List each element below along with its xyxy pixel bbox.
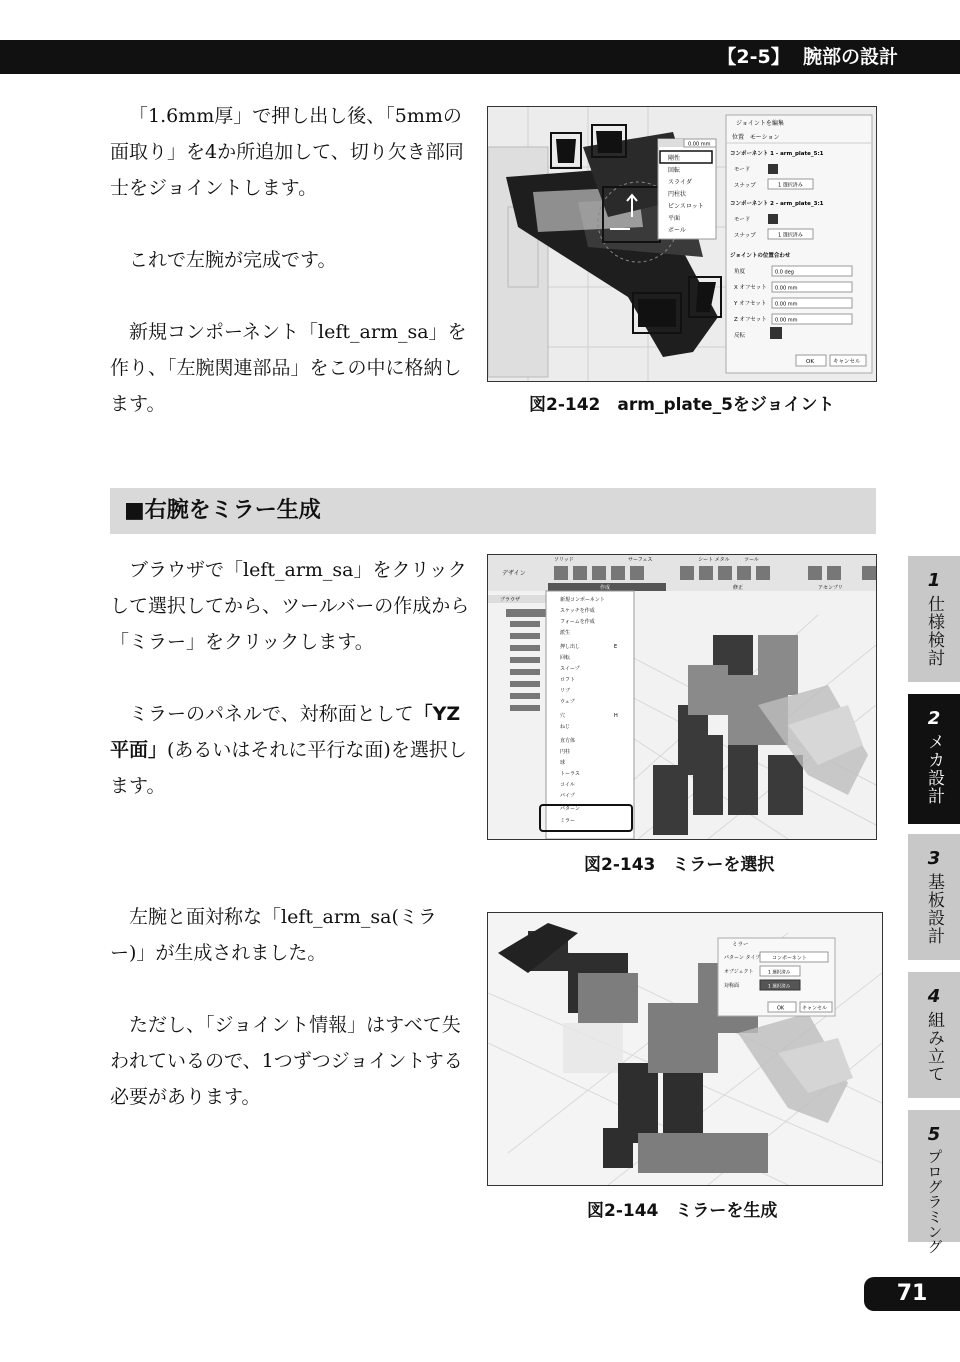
- chapter-tab-1[interactable]: [908, 556, 960, 682]
- selection-chip[interactable]: 1 選択済み: [778, 232, 803, 239]
- cancel-button[interactable]: キャンセル: [802, 1005, 828, 1012]
- chapter-number: 2: [927, 708, 941, 729]
- tab-motion[interactable]: モーション: [750, 134, 780, 141]
- menu-item[interactable]: トーラス: [560, 771, 580, 777]
- chapter-label: メカ設計: [924, 733, 944, 805]
- mirror-menu-item[interactable]: ミラー: [560, 818, 576, 824]
- z-offset-label: Z オフセット: [734, 317, 767, 323]
- mode-label: モード: [734, 217, 751, 223]
- section-heading-bar: [110, 488, 876, 534]
- create-group-button[interactable]: 作成: [600, 585, 611, 591]
- joint-type-label[interactable]: ボール: [668, 227, 686, 234]
- menu-item[interactable]: スケッチを作成: [560, 608, 595, 614]
- chapter-tab-5[interactable]: [908, 1110, 960, 1254]
- text-block-mid: [110, 552, 470, 804]
- chapter-tab-2[interactable]: [908, 694, 960, 824]
- component2-label: コンポーネント 2 - arm_plate_3:1: [730, 201, 824, 207]
- chapter-number: 3: [927, 848, 941, 869]
- component1-label: コンポーネント 1 - arm_plate_5:1: [730, 151, 824, 157]
- mode-label: モード: [734, 167, 751, 173]
- figure-142-caption: 図2-142 arm_plate_5をジョイント: [529, 395, 835, 415]
- menu-item[interactable]: 派生: [560, 630, 571, 636]
- ok-button[interactable]: OK: [806, 359, 814, 365]
- flip-label: 反転: [734, 333, 746, 339]
- angle-label: 角度: [734, 269, 746, 275]
- snap-label: スナップ: [734, 233, 756, 239]
- menu-item[interactable]: 円柱: [560, 749, 571, 755]
- angle-input[interactable]: 0.0 deg: [775, 269, 794, 276]
- ribbon-tab-solid[interactable]: ソリッド: [554, 557, 574, 563]
- menu-item[interactable]: コイル: [560, 782, 575, 788]
- tab-position[interactable]: 位置: [732, 134, 745, 141]
- header-text: 【2-5】 腕部の設計: [717, 46, 898, 68]
- joint-type-label[interactable]: ピンスロット: [668, 203, 704, 210]
- mirror-plane-label: 対称面: [724, 983, 740, 989]
- chapter-tab-4[interactable]: [908, 972, 960, 1098]
- paragraph: ミラーのパネルで、対称面として「YZ平面」(あるいはそれに平行な面)を選択します。: [110, 703, 467, 797]
- chapter-label: 仕様検討: [924, 595, 944, 667]
- menu-item[interactable]: ロフト: [560, 677, 576, 683]
- text-block-top: [110, 98, 470, 422]
- modify-group-button[interactable]: 修正: [733, 585, 744, 591]
- y-offset-label: Y オフセット: [734, 301, 767, 307]
- assemble-group-button[interactable]: アセンブリ: [818, 585, 843, 591]
- menu-item[interactable]: 押し出し: [560, 644, 581, 650]
- ribbon-tab-surface[interactable]: サーフェス: [628, 557, 653, 563]
- menu-item[interactable]: 直方体: [560, 738, 576, 744]
- menu-item[interactable]: ウェブ: [560, 699, 575, 705]
- chapter-tab-3[interactable]: [908, 834, 960, 960]
- paragraph: ブラウザで「left_arm_sa」をクリックして選択してから、ツールバーの作成から「ミラー」をクリックします。: [110, 559, 470, 653]
- objects-label: オブジェクト: [724, 969, 754, 975]
- joint-type-label[interactable]: 剛性: [668, 155, 681, 162]
- paragraph: ただし、「ジョイント情報」はすべて失われているので、1つずつジョイントする必要があります。: [110, 1014, 463, 1108]
- offset-input[interactable]: 0.00 mm: [688, 141, 711, 148]
- browser-label: ブラウザ: [500, 597, 521, 603]
- x-offset-label: X オフセット: [734, 285, 767, 291]
- pattern-type-label: パターン タイプ: [724, 955, 761, 961]
- snap-label: スナップ: [734, 183, 756, 189]
- paragraph: 「1.6mm厚」で押し出し後、「5mmの面取り」を4か所追加して、切り欠き部同士をジョイントします。: [110, 105, 464, 199]
- paragraph: 新規コンポーネント「left_arm_sa」を作り、「左腕関連部品」をこの中に格納します。: [110, 321, 467, 415]
- joint-type-label[interactable]: 円柱状: [668, 191, 687, 198]
- shortcut-hint: H: [614, 713, 618, 719]
- panel-title: ジョイントを編集: [736, 120, 784, 127]
- menu-item[interactable]: スイープ: [560, 666, 580, 672]
- figure-143: [487, 554, 877, 840]
- pattern-type-select[interactable]: コンポーネント: [772, 955, 807, 962]
- joint-type-label[interactable]: スライダ: [668, 179, 692, 186]
- figure-144-illustration: [488, 913, 882, 1185]
- y-offset-input[interactable]: 0.00 mm: [775, 301, 798, 308]
- cancel-button[interactable]: キャンセル: [833, 359, 861, 365]
- chapter-label: 組み立て: [924, 1011, 944, 1083]
- menu-item[interactable]: 回転: [560, 655, 571, 661]
- chapter-number: 1: [927, 570, 941, 591]
- figure-143-caption: 図2-143 ミラーを選択: [584, 855, 775, 875]
- panel-title: ミラー: [732, 942, 749, 948]
- menu-item[interactable]: 新規コンポーネント: [560, 597, 605, 603]
- text-block-bottom: [110, 899, 470, 1115]
- page-number: 71: [864, 1277, 960, 1311]
- shortcut-hint: E: [614, 644, 618, 650]
- section-title: ■右腕をミラー生成: [124, 498, 321, 523]
- objects-selection-chip[interactable]: 1 選択済み: [768, 970, 791, 976]
- chapter-label: プログラミング: [925, 1149, 944, 1254]
- chapter-label: 基板設計: [924, 873, 944, 945]
- menu-item[interactable]: リブ: [560, 688, 571, 694]
- selection-chip[interactable]: 1 選択済み: [778, 182, 803, 189]
- paragraph: 左腕と面対称な「left_arm_sa(ミラー)」が生成されました。: [110, 906, 437, 964]
- yz-plane-emphasis: 「YZ平面」: [110, 703, 461, 761]
- figure-142: [487, 106, 877, 382]
- chapter-number: 5: [927, 1124, 941, 1145]
- ok-button[interactable]: OK: [777, 1005, 785, 1012]
- ribbon-tab-sheet-metal[interactable]: シート メタル: [698, 557, 730, 563]
- figure-143-illustration: [488, 555, 876, 839]
- joint-type-label[interactable]: 回転: [668, 167, 681, 174]
- menu-item[interactable]: パイプ: [560, 793, 575, 799]
- figure-142-illustration: [488, 107, 876, 381]
- figure-144-caption: 図2-144 ミラーを生成: [587, 1201, 778, 1221]
- chapter-number: 4: [927, 986, 941, 1007]
- menu-item[interactable]: ねじ: [560, 724, 571, 730]
- joint-type-label[interactable]: 平面: [668, 215, 681, 222]
- paragraph: これで左腕が完成です。: [129, 249, 337, 271]
- design-workspace-button[interactable]: デザイン: [502, 570, 526, 577]
- figure-144: [487, 912, 883, 1186]
- mirror-plane-selection-chip[interactable]: 1 選択済み: [768, 984, 791, 990]
- menu-item[interactable]: 球: [560, 760, 566, 766]
- ribbon-tab-tools[interactable]: ツール: [744, 557, 759, 563]
- running-header: [0, 40, 960, 74]
- x-offset-input[interactable]: 0.00 mm: [775, 285, 798, 292]
- menu-item[interactable]: パターン: [560, 806, 580, 812]
- menu-item[interactable]: フォームを作成: [560, 619, 595, 625]
- menu-item[interactable]: 穴: [560, 713, 566, 719]
- alignment-label: ジョイントの位置合わせ: [730, 253, 791, 259]
- z-offset-input[interactable]: 0.00 mm: [775, 317, 798, 324]
